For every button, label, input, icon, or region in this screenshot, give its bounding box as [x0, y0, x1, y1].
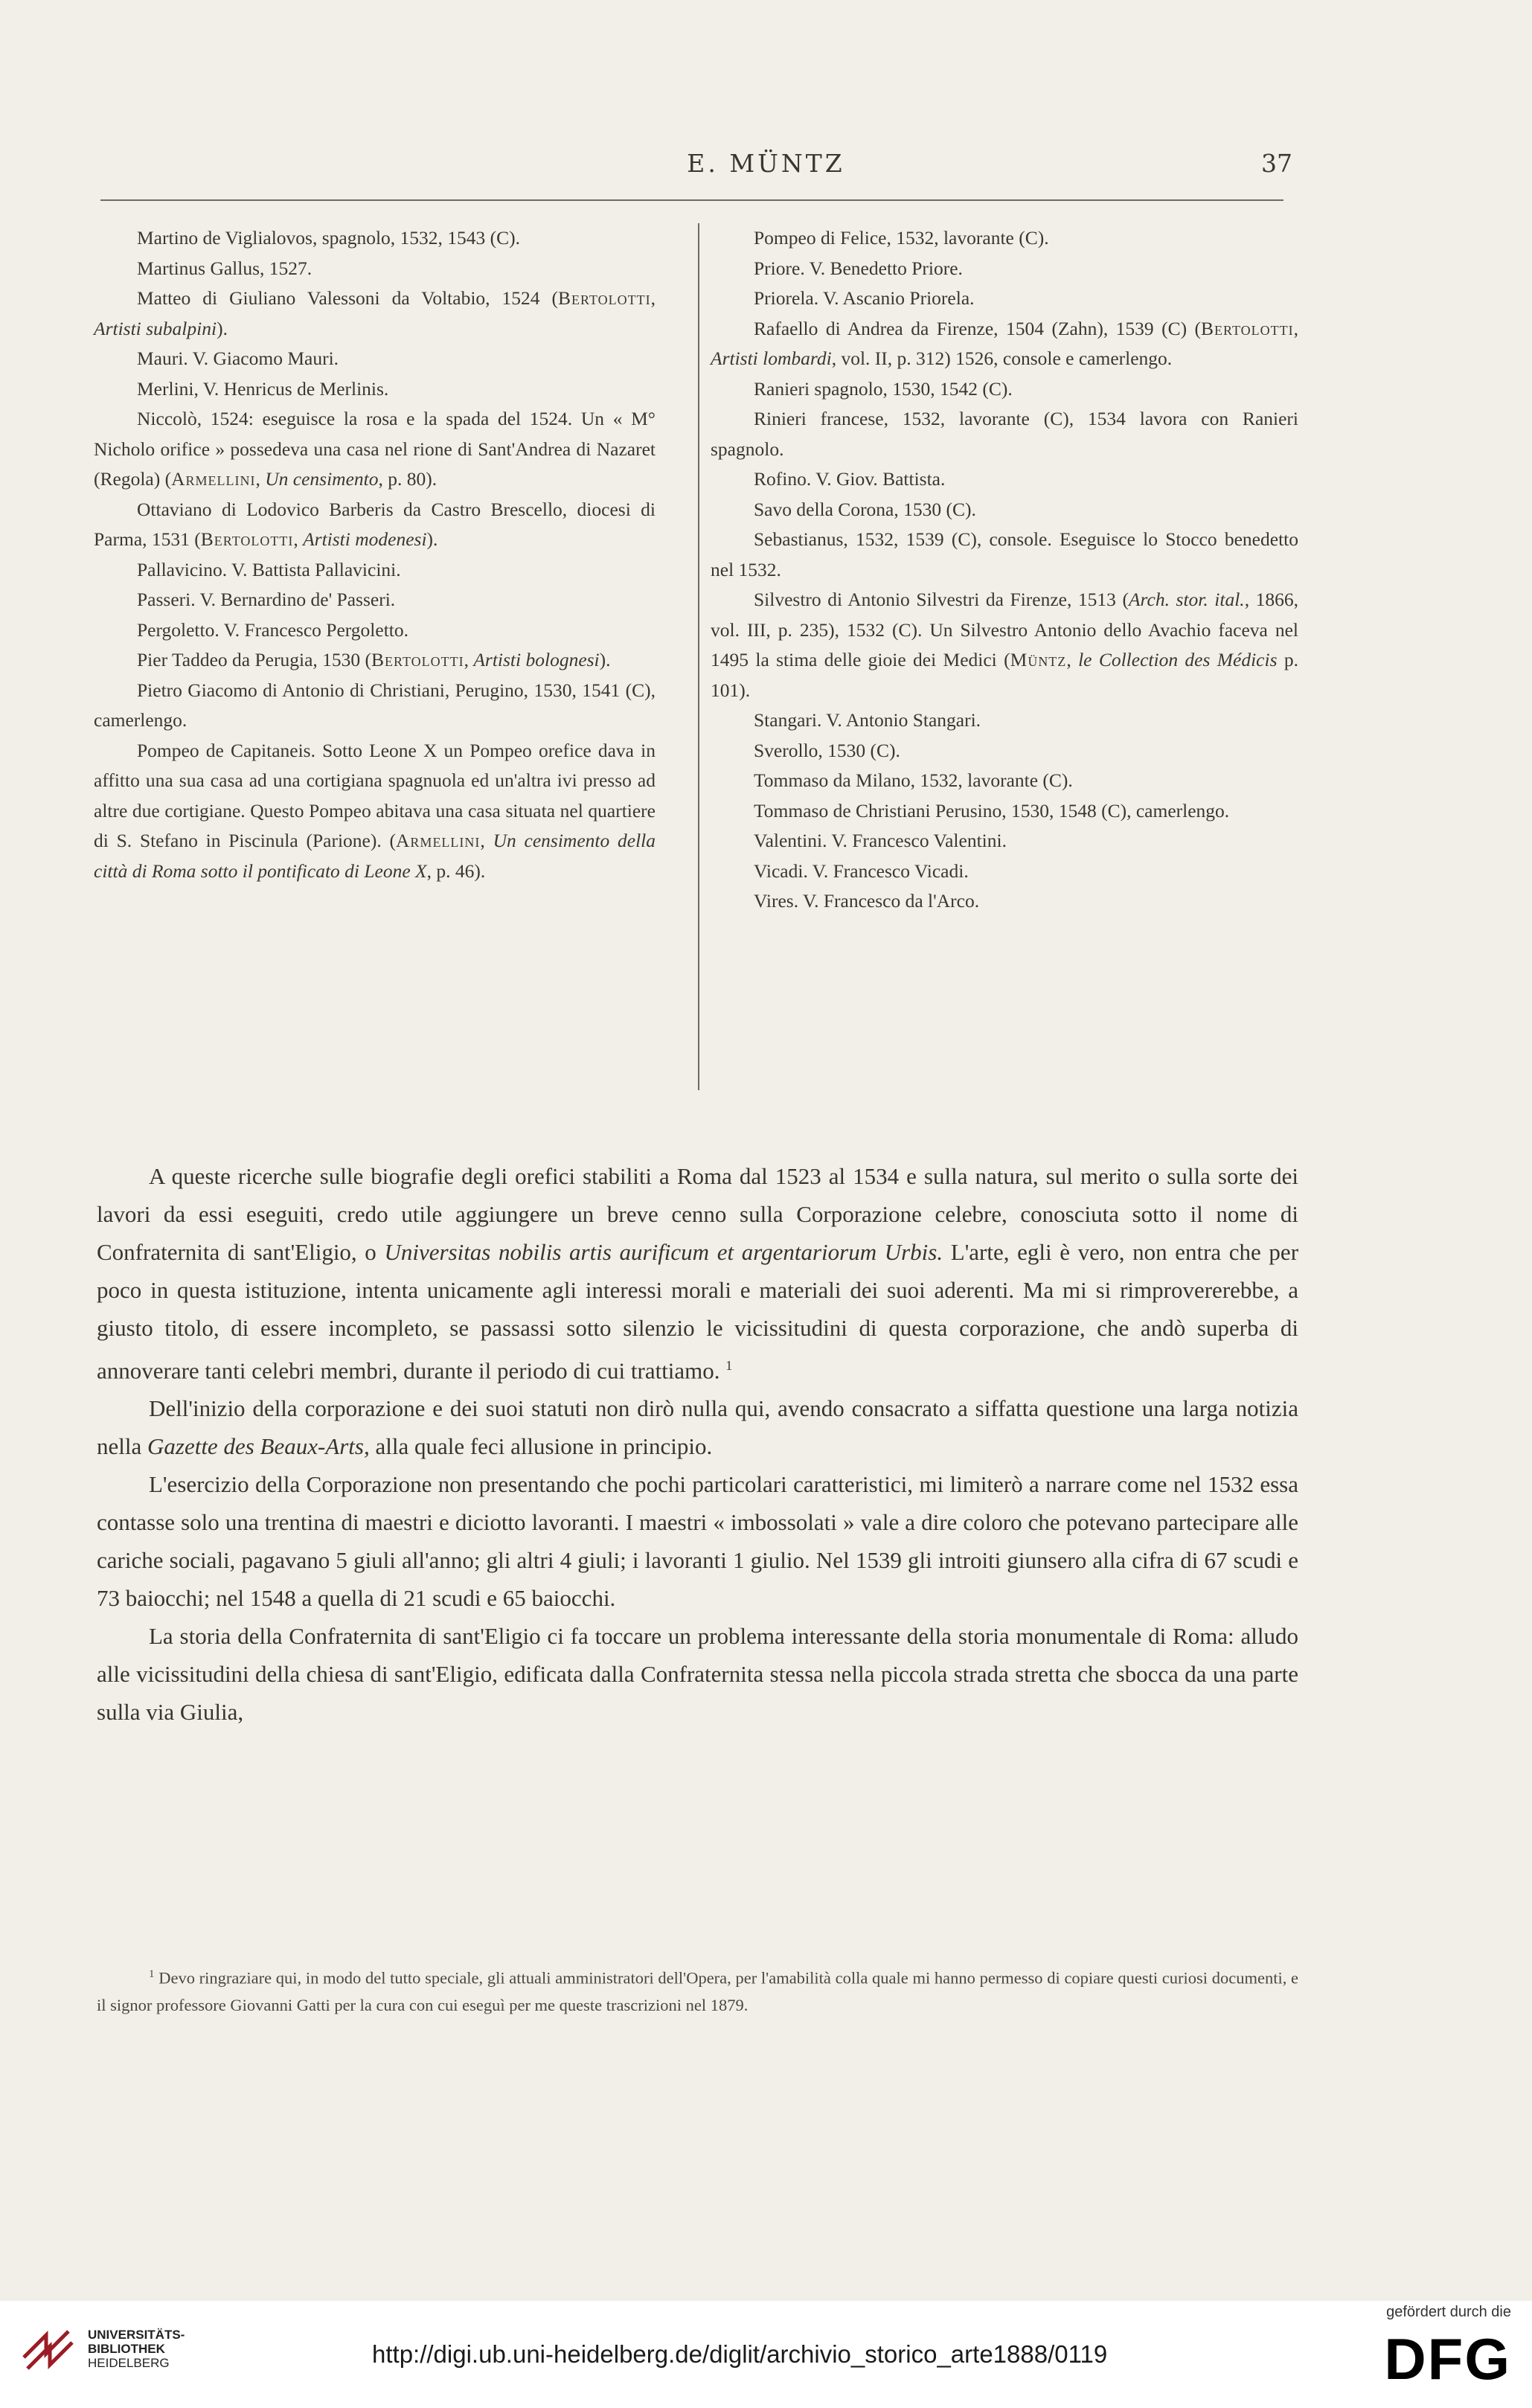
dfg-logo: DFG — [1384, 2326, 1511, 2392]
list-item: Priorela. V. Ascanio Priorela. — [754, 287, 975, 309]
column-divider — [698, 223, 699, 1090]
list-item: Pietro Giacomo di Antonio di Christiani, Perugino, 1530, 1541 (C), camerlengo. — [94, 679, 656, 731]
list-item: Stangari. V. Antonio Stangari. — [754, 709, 981, 731]
list-item: Pompeo de Capitaneis. Sotto Leone X un Pompeo orefice dava in affitto una sua casa ad una cortigiana spagnuola ed un'altra ivi presso ad altre due cortigiane. Questo Pompeo abitava una casa situata nel quartiere di S. Stefano in Piscinula (Parione). (Armellini, Un censimento della città di Roma sotto il pontificato di Leone X, p. 46). — [94, 739, 656, 882]
list-item: Mauri. V. Giacomo Mauri. — [137, 348, 339, 369]
page-number: 37 — [1261, 149, 1292, 178]
list-item: Pallavicino. V. Battista Pallavicini. — [137, 558, 401, 580]
list-item: Pier Taddeo da Perugia, 1530 (Bertolotti, Artisti bolognesi). — [137, 649, 611, 670]
footnote: $^1$ Devo ringraziare qui, in modo del tutto speciale, gli attuali amministratori dell'Opera, per l'amabilità colla quale mi hanno permesso di copiare questi curiosi documenti, e il signor professore Giovanni Gatti per la cura con cui eseguì per me queste trascrizioni nel 1879. — [97, 1968, 1298, 2014]
list-item: Sebastianus, 1532, 1539 (C), console. Eseguisce lo Stocco benedetto nel 1532. — [711, 528, 1298, 580]
running-head-author: E. MÜNTZ — [687, 149, 845, 178]
list-item: Rafaello di Andrea da Firenze, 1504 (Zahn), 1539 (C) (Bertolotti, Artisti lombardi, vol. II, p. 312) 1526, console e camerlengo. — [711, 317, 1298, 369]
list-item: Merlini, V. Henricus de Merlinis. — [137, 377, 389, 400]
list-item: Martino de Viglialovos, spagnolo, 1532, 1543 (C). — [137, 227, 521, 249]
paragraph: La storia della Confraternita di sant'Eligio ci fa toccare un problema interessante della storia monumentale di Roma: alludo alle vicissitudini della chiesa di sant'Eligio, edificata dalla Confraternita stessa nella piccola strada stretta che sbocca da una parte sulla via Giulia, — [97, 1623, 1298, 1726]
list-item: Sverollo, 1530 (C). — [754, 739, 900, 761]
list-item: Ottaviano di Lodovico Barberis da Castro Brescello, diocesi di Parma, 1531 (Bertolotti, Artisti modenesi). — [94, 498, 656, 550]
document-url-link[interactable]: http://digi.ub.uni-heidelberg.de/diglit/archivio_storico_arte1888/0119 — [372, 2340, 1108, 2368]
list-item: Pompeo di Felice, 1532, lavorante (C). — [754, 227, 1049, 249]
list-item: Martinus Gallus, 1527. — [137, 257, 313, 279]
main-body-text — [97, 1157, 1298, 1731]
header-rule — [100, 199, 1283, 201]
list-item: Vires. V. Francesco da l'Arco. — [754, 890, 980, 912]
list-item: Passeri. V. Bernardino de' Passeri. — [137, 589, 396, 610]
list-item: Pergoletto. V. Francesco Pergoletto. — [137, 618, 408, 641]
list-item: Valentini. V. Francesco Valentini. — [754, 830, 1007, 851]
list-item: Matteo di Giuliano Valessoni da Voltabio, 1524 (Bertolotti, Artisti subalpini). — [94, 287, 656, 339]
list-item: Niccolò, 1524: eseguisce la rosa e la spada del 1524. Un « M° Nicholo orifice » possedeva una casa nel rione di Sant'Andrea di Nazaret (Regola) (Armellini, Un censimento, p. 80). — [94, 408, 656, 490]
footnote-ref: 1 — [725, 1358, 733, 1373]
university-library-logo-icon — [16, 2313, 85, 2381]
funder-label: gefördert durch die — [1386, 2304, 1511, 2320]
list-item: Rofino. V. Giov. Battista. — [754, 468, 946, 490]
paragraph: A queste ricerche sulle biografie degli orefici stabiliti a Roma dal 1523 al 1534 e sulla natura, sul merito o sulla sorte dei lavori da essi eseguiti, credo utile aggiungere un breve cenno sulla Corporazione celebre, conosciuta sotto il nome di Confraternita di sant'Eligio, o Universitas nobilis artis aurificum et argentariorum Urbis. L'arte, egli è vero, non entra che per poco in questa istituzione, intenta unicamente agli interessi morali e materiali dei suoi aderenti. Ma mi si rimprovererebbe, a giusto titolo, di essere incompleto, se passassi sotto silenzio le vicissitudini di questa corporazione, che andò superba di annoverare tanti celebri membri, durante il periodo di cui trattiamo. $^1$ — [97, 1163, 1299, 1384]
list-item: Priore. V. Benedetto Priore. — [754, 257, 963, 279]
list-item: Rinieri francese, 1532, lavorante (C), 1534 lavora con Ranieri spagnolo. — [711, 408, 1298, 460]
list-item: Silvestro di Antonio Silvestri da Firenze, 1513 (Arch. stor. ital., 1866, vol. III, p. 235), 1532 (C). Un Silvestro Antonio dello Avachio faceva nel 1495 la stima delle gioie dei Medici (Müntz, le Collection des Médicis p. 101). — [711, 589, 1299, 701]
right-column — [711, 223, 1298, 917]
list-item: Vicadi. V. Francesco Vicadi. — [754, 859, 969, 882]
list-item: Savo della Corona, 1530 (C). — [754, 498, 976, 520]
paragraph: Dell'inizio della corporazione e dei suoi statuti non dirò nulla qui, avendo consacrato a siffatta questione una larga notizia nella Gazette des Beaux-Arts, alla quale feci allusione in principio. — [97, 1395, 1298, 1460]
list-item: Tommaso da Milano, 1532, lavorante (C). — [754, 769, 1073, 791]
library-name: UNIVERSITÄTS- BIBLIOTHEK HEIDELBERG — [88, 2328, 185, 2370]
list-item: Tommaso de Christiani Perusino, 1530, 1548 (C), camerlengo. — [754, 799, 1230, 822]
paragraph: L'esercizio della Corporazione non presentando che pochi particolari caratteristici, mi limiterò a narrare come nel 1532 essa contasse solo una trentina di maestri e diciotto lavoranti. I maestri « imbossolati » vale a dire coloro che potevano partecipare alle cariche sociali, pagavano 5 giuli all'anno; gli altri 4 giuli; i lavoranti 1 giulio. Nel 1539 gli introiti giunsero alla cifra di 67 scudi e 73 baiocchi; nel 1548 a quella di 21 scudi e 65 baiocchi. — [97, 1471, 1298, 1612]
footnote-marker: 1 — [149, 1968, 155, 1980]
left-column — [94, 223, 656, 886]
list-item: Ranieri spagnolo, 1530, 1542 (C). — [754, 377, 1013, 400]
